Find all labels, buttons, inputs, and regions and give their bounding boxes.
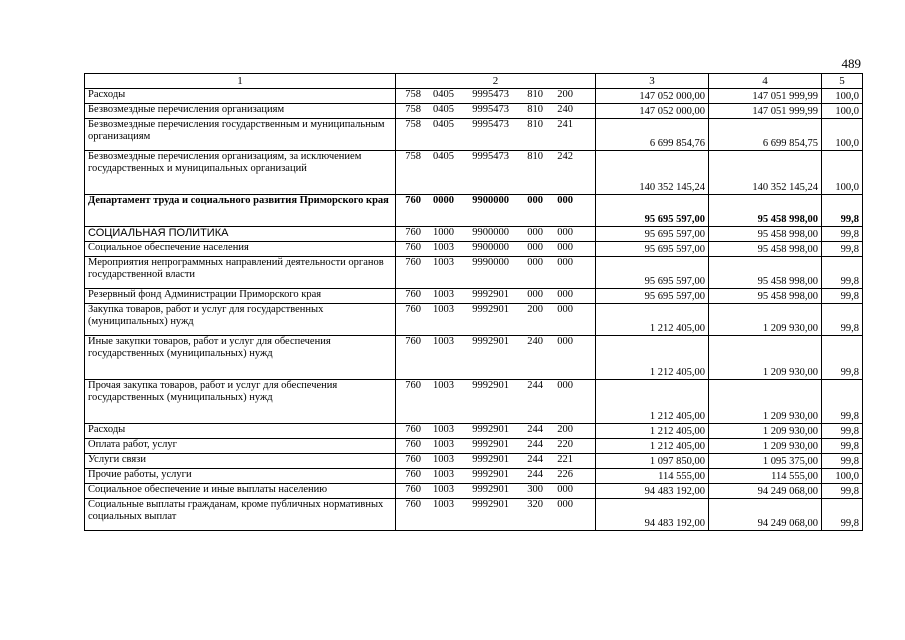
code-section: 1003 (433, 304, 454, 315)
table-row (85, 242, 863, 257)
code-kosgu: 000 (557, 304, 573, 315)
row-planned-amount: 1 212 405,00 (596, 424, 709, 439)
row-name: Оплата работ, услуг (85, 439, 396, 454)
row-executed-amount: 114 555,00 (709, 469, 822, 484)
row-name: Безвозмездные перечисления организациям, за исключением государственных и муниципальных организаций (85, 151, 396, 195)
code-kosgu: 220 (557, 439, 573, 450)
column-header-3: 3 (596, 74, 709, 89)
code-type: 244 (527, 380, 543, 391)
row-execution-percent: 100,0 (822, 469, 863, 484)
code-section: 1003 (433, 242, 454, 253)
table-row (85, 469, 863, 484)
code-target: 9992901 (472, 380, 509, 391)
table-row (85, 119, 863, 151)
row-execution-percent: 99,8 (822, 424, 863, 439)
row-execution-percent: 99,8 (822, 242, 863, 257)
code-ministry: 760 (405, 289, 421, 300)
row-budget-code (396, 289, 596, 304)
row-execution-percent: 100,0 (822, 151, 863, 195)
code-section: 0405 (433, 104, 454, 115)
code-section: 1003 (433, 289, 454, 300)
code-target: 9992901 (472, 454, 509, 465)
row-planned-amount: 140 352 145,24 (596, 151, 709, 195)
code-ministry: 760 (405, 242, 421, 253)
table-row (85, 151, 863, 195)
code-target: 9992901 (472, 484, 509, 495)
row-planned-amount: 95 695 597,00 (596, 289, 709, 304)
row-budget-code (396, 304, 596, 336)
code-kosgu: 240 (557, 104, 573, 115)
code-target: 9992901 (472, 439, 509, 450)
code-type: 244 (527, 424, 543, 435)
row-execution-percent: 100,0 (822, 104, 863, 119)
row-planned-amount: 114 555,00 (596, 469, 709, 484)
code-type: 200 (527, 304, 543, 315)
table-header-row (85, 74, 863, 89)
table-row (85, 89, 863, 104)
row-name: Социальное обеспечение населения (85, 242, 396, 257)
code-ministry: 760 (405, 304, 421, 315)
row-name: Закупка товаров, работ и услуг для государственных (муниципальных) нужд (85, 304, 396, 336)
code-ministry: 760 (405, 257, 421, 268)
row-name: Департамент труда и социального развития Приморского края (85, 195, 396, 227)
code-ministry: 760 (405, 484, 421, 495)
code-target: 9992901 (472, 304, 509, 315)
row-execution-percent: 99,8 (822, 289, 863, 304)
code-ministry: 760 (405, 439, 421, 450)
row-budget-code (396, 424, 596, 439)
row-execution-percent: 99,8 (822, 439, 863, 454)
code-kosgu: 000 (557, 257, 573, 268)
row-execution-percent: 99,8 (822, 257, 863, 289)
row-execution-percent: 99,8 (822, 484, 863, 499)
row-planned-amount: 6 699 854,76 (596, 119, 709, 151)
code-ministry: 760 (405, 227, 421, 238)
code-type: 000 (527, 242, 543, 253)
table-row (85, 424, 863, 439)
row-executed-amount: 140 352 145,24 (709, 151, 822, 195)
row-execution-percent: 100,0 (822, 89, 863, 104)
code-kosgu: 200 (557, 89, 573, 100)
code-target: 9992901 (472, 469, 509, 480)
row-name: Расходы (85, 424, 396, 439)
budget-table (84, 73, 863, 531)
row-planned-amount: 94 483 192,00 (596, 499, 709, 531)
code-kosgu: 000 (557, 289, 573, 300)
code-target: 9992901 (472, 336, 509, 347)
row-budget-code (396, 439, 596, 454)
row-budget-code (396, 119, 596, 151)
row-planned-amount: 95 695 597,00 (596, 227, 709, 242)
row-budget-code (396, 336, 596, 380)
code-ministry: 758 (405, 89, 421, 100)
row-planned-amount: 1 212 405,00 (596, 304, 709, 336)
code-ministry: 760 (405, 424, 421, 435)
column-header-2: 2 (396, 74, 596, 89)
row-execution-percent: 99,8 (822, 380, 863, 424)
code-target: 9995473 (472, 104, 509, 115)
code-type: 810 (527, 104, 543, 115)
code-target: 9992901 (472, 424, 509, 435)
code-target: 9992901 (472, 289, 509, 300)
column-header-4: 4 (709, 74, 822, 89)
row-name: Безвозмездные перечисления организациям (85, 104, 396, 119)
code-type: 000 (527, 289, 543, 300)
row-executed-amount: 6 699 854,75 (709, 119, 822, 151)
row-name: Резервный фонд Администрации Приморского края (85, 289, 396, 304)
row-budget-code (396, 484, 596, 499)
column-header-1: 1 (85, 74, 396, 89)
code-ministry: 760 (405, 469, 421, 480)
row-planned-amount: 95 695 597,00 (596, 257, 709, 289)
code-kosgu: 000 (557, 499, 573, 510)
row-name: Социальные выплаты гражданам, кроме публичных нормативных социальных выплат (85, 499, 396, 531)
row-name: Расходы (85, 89, 396, 104)
row-budget-code (396, 454, 596, 469)
code-type: 810 (527, 151, 543, 162)
row-executed-amount: 95 458 998,00 (709, 257, 822, 289)
code-section: 1003 (433, 257, 454, 268)
code-ministry: 760 (405, 380, 421, 391)
row-executed-amount: 1 209 930,00 (709, 336, 822, 380)
code-target: 9995473 (472, 89, 509, 100)
code-kosgu: 200 (557, 424, 573, 435)
code-type: 810 (527, 89, 543, 100)
row-execution-percent: 99,8 (822, 499, 863, 531)
code-section: 1003 (433, 484, 454, 495)
row-name: Прочие работы, услуги (85, 469, 396, 484)
row-budget-code (396, 242, 596, 257)
table-row (85, 227, 863, 242)
table-row (85, 499, 863, 531)
row-executed-amount: 95 458 998,00 (709, 195, 822, 227)
code-target: 9992901 (472, 499, 509, 510)
row-budget-code (396, 89, 596, 104)
table-row (85, 304, 863, 336)
row-executed-amount: 94 249 068,00 (709, 484, 822, 499)
row-name: СОЦИАЛЬНАЯ ПОЛИТИКА (85, 227, 396, 242)
row-budget-code (396, 380, 596, 424)
code-type: 320 (527, 499, 543, 510)
row-execution-percent: 100,0 (822, 119, 863, 151)
code-kosgu: 000 (557, 336, 573, 347)
table-row (85, 289, 863, 304)
row-planned-amount: 94 483 192,00 (596, 484, 709, 499)
row-executed-amount: 95 458 998,00 (709, 242, 822, 257)
code-type: 240 (527, 336, 543, 347)
code-type: 000 (527, 227, 543, 238)
code-kosgu: 000 (557, 242, 573, 253)
row-executed-amount: 1 209 930,00 (709, 439, 822, 454)
code-target: 9900000 (472, 195, 509, 206)
table-row (85, 380, 863, 424)
code-section: 1003 (433, 424, 454, 435)
row-planned-amount: 1 212 405,00 (596, 336, 709, 380)
code-type: 000 (527, 257, 543, 268)
row-planned-amount: 147 052 000,00 (596, 104, 709, 119)
code-section: 1003 (433, 469, 454, 480)
row-planned-amount: 95 695 597,00 (596, 195, 709, 227)
row-budget-code (396, 499, 596, 531)
row-budget-code (396, 151, 596, 195)
row-name: Иные закупки товаров, работ и услуг для обеспечения государственных (муниципальных) нужд (85, 336, 396, 380)
row-executed-amount: 95 458 998,00 (709, 227, 822, 242)
code-ministry: 758 (405, 151, 421, 162)
code-target: 9990000 (472, 257, 509, 268)
row-executed-amount: 147 051 999,99 (709, 104, 822, 119)
row-execution-percent: 99,8 (822, 304, 863, 336)
row-planned-amount: 1 212 405,00 (596, 439, 709, 454)
row-executed-amount: 1 209 930,00 (709, 424, 822, 439)
code-section: 0405 (433, 89, 454, 100)
row-name: Мероприятия непрограммных направлений деятельности органов государственной власти (85, 257, 396, 289)
code-kosgu: 000 (557, 380, 573, 391)
code-kosgu: 226 (557, 469, 573, 480)
row-executed-amount: 94 249 068,00 (709, 499, 822, 531)
code-type: 300 (527, 484, 543, 495)
row-planned-amount: 1 097 850,00 (596, 454, 709, 469)
code-section: 1003 (433, 499, 454, 510)
code-target: 9900000 (472, 242, 509, 253)
row-planned-amount: 95 695 597,00 (596, 242, 709, 257)
code-ministry: 760 (405, 195, 421, 206)
row-budget-code (396, 195, 596, 227)
code-type: 244 (527, 469, 543, 480)
row-name: Социальное обеспечение и иные выплаты населению (85, 484, 396, 499)
code-ministry: 760 (405, 454, 421, 465)
table-row (85, 257, 863, 289)
code-ministry: 760 (405, 336, 421, 347)
page-number: 489 (841, 56, 861, 71)
code-section: 1003 (433, 336, 454, 347)
row-budget-code (396, 104, 596, 119)
row-executed-amount: 147 051 999,99 (709, 89, 822, 104)
code-type: 000 (527, 195, 543, 206)
row-name: Услуги связи (85, 454, 396, 469)
row-planned-amount: 1 212 405,00 (596, 380, 709, 424)
table-row (85, 104, 863, 119)
row-budget-code (396, 227, 596, 242)
row-execution-percent: 99,8 (822, 195, 863, 227)
row-budget-code (396, 469, 596, 484)
code-section: 1003 (433, 380, 454, 391)
code-target: 9995473 (472, 151, 509, 162)
code-section: 1003 (433, 439, 454, 450)
row-name: Прочая закупка товаров, работ и услуг для обеспечения государственных (муниципальных) нужд (85, 380, 396, 424)
row-planned-amount: 147 052 000,00 (596, 89, 709, 104)
column-header-5: 5 (822, 74, 863, 89)
row-budget-code (396, 257, 596, 289)
code-kosgu: 242 (557, 151, 573, 162)
row-name: Безвозмездные перечисления государственным и муниципальным организациям (85, 119, 396, 151)
code-kosgu: 000 (557, 227, 573, 238)
row-executed-amount: 1 209 930,00 (709, 304, 822, 336)
code-ministry: 760 (405, 499, 421, 510)
code-type: 810 (527, 119, 543, 130)
code-kosgu: 241 (557, 119, 573, 130)
code-kosgu: 000 (557, 484, 573, 495)
table-row (85, 454, 863, 469)
code-type: 244 (527, 454, 543, 465)
row-executed-amount: 1 095 375,00 (709, 454, 822, 469)
table-row (85, 336, 863, 380)
code-target: 9995473 (472, 119, 509, 130)
code-kosgu: 221 (557, 454, 573, 465)
table-row (85, 484, 863, 499)
code-target: 9900000 (472, 227, 509, 238)
code-kosgu: 000 (557, 195, 573, 206)
code-ministry: 758 (405, 119, 421, 130)
row-execution-percent: 99,8 (822, 454, 863, 469)
code-ministry: 758 (405, 104, 421, 115)
table-row (85, 195, 863, 227)
row-executed-amount: 1 209 930,00 (709, 380, 822, 424)
table-row (85, 439, 863, 454)
code-type: 244 (527, 439, 543, 450)
code-section: 0000 (433, 195, 454, 206)
code-section: 1003 (433, 454, 454, 465)
code-section: 0405 (433, 119, 454, 130)
row-execution-percent: 99,8 (822, 227, 863, 242)
row-execution-percent: 99,8 (822, 336, 863, 380)
row-executed-amount: 95 458 998,00 (709, 289, 822, 304)
code-section: 0405 (433, 151, 454, 162)
code-section: 1000 (433, 227, 454, 238)
